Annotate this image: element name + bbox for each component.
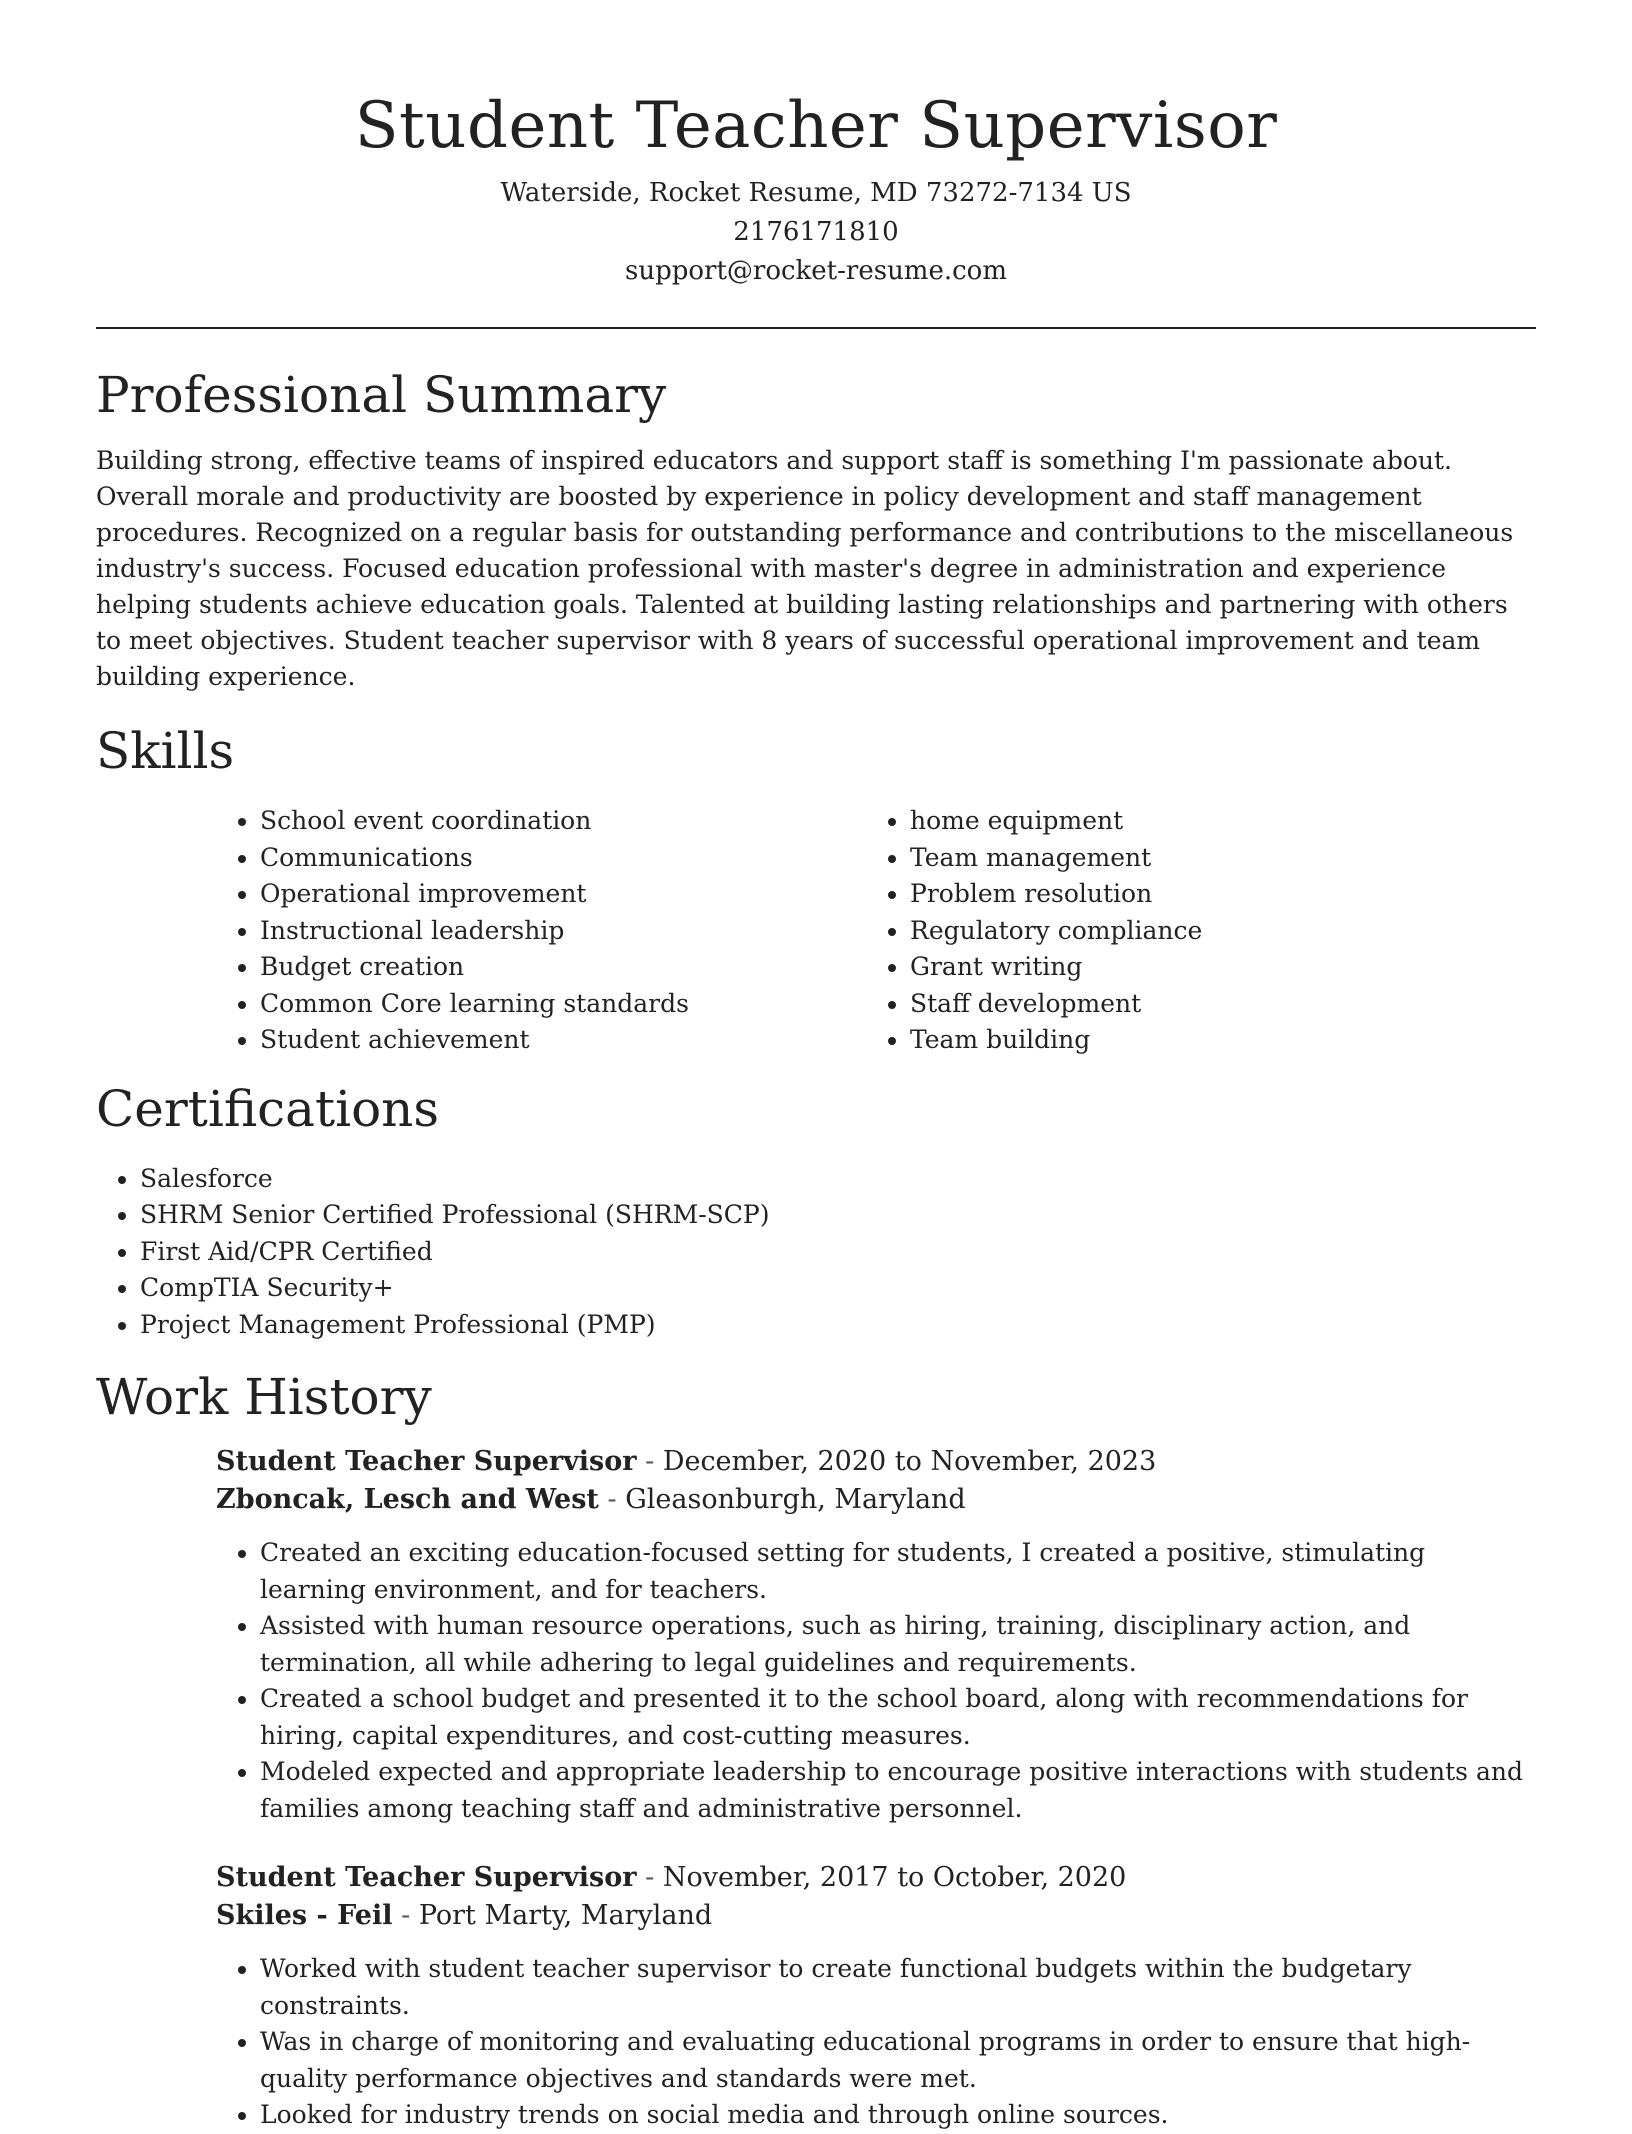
skill-item: • Grant writing: [910, 949, 1516, 986]
job-company: Skiles - Feil: [216, 1900, 393, 1931]
job-bullets: [216, 1535, 1536, 1827]
job-dates: November, 2017 to October, 2020: [662, 1862, 1127, 1893]
skills-section: [96, 719, 1536, 1059]
skill-item: • Instructional leadership: [260, 913, 866, 950]
separator: -: [607, 1484, 617, 1515]
summary-text: Building strong, effective teams of inspired educators and support staff is something I'm passionate about. Overall morale and productivity are boosted by experience in policy development and staff management procedures. Recognized on a regular basis for outstanding performance and contributions to the miscellaneous industry's success. Focused education professional with master's degree in administration and experience helping students achieve education goals. Talented at building lasting relationships and partnering with others to meet objectives. Student teacher supervisor with 8 years of successful operational improvement and team building experience.: [96, 446, 1514, 691]
job-dates: December, 2020 to November, 2023: [662, 1446, 1157, 1477]
job-bullet: • Assisted with human resource operations, such as hiring, training, disciplinary action, and termination, all while adhering to legal guidelines and requirements.: [260, 1608, 1536, 1681]
skill-item: • Operational improvement: [260, 876, 866, 913]
resume-page: [96, 0, 1536, 2134]
certification-item: • Project Management Professional (PMP): [140, 1307, 1536, 1344]
work-history-section: [96, 1365, 1536, 2134]
certification-item: • SHRM Senior Certified Professional (SHRM-SCP): [140, 1197, 1536, 1234]
job-bullet: • Looked for industry trends on social media and through online sources.: [260, 2097, 1536, 2134]
skills-heading: Skills: [96, 722, 235, 780]
summary-heading: Professional Summary: [96, 366, 667, 424]
job-bullet: • Was in charge of monitoring and evaluating educational programs in order to ensure that high-quality performance objectives and standards were met.: [260, 2024, 1536, 2097]
job-bullet: • Created an exciting education-focused setting for students, I created a positive, stimulating learning environment, and for teachers.: [260, 1535, 1536, 1608]
job-title: Student Teacher Supervisor: [216, 1446, 637, 1477]
certifications-section: [96, 1077, 1536, 1344]
phone: 2176171810: [733, 217, 899, 247]
skill-item: • Communications: [260, 840, 866, 877]
header-divider: [96, 327, 1536, 329]
email: support@rocket-resume.com: [624, 256, 1007, 286]
separator: -: [645, 1446, 655, 1477]
skill-item: • Student achievement: [260, 1022, 866, 1059]
job-location: Port Marty, Maryland: [418, 1900, 713, 1931]
skills-left-column: [216, 803, 866, 1059]
skill-item: • School event coordination: [260, 803, 866, 840]
job-location: Gleasonburgh, Maryland: [625, 1484, 966, 1515]
skills-right-column: [866, 803, 1516, 1059]
work-history-heading: Work History: [96, 1368, 432, 1426]
job-company-line: [216, 1481, 1536, 1519]
skill-item: • Staff development: [910, 986, 1516, 1023]
job-bullet: • Worked with student teacher supervisor to create functional budgets within the budgetary constraints.: [260, 1951, 1536, 2024]
certification-item: • CompTIA Security+: [140, 1270, 1536, 1307]
skill-item: • Budget creation: [260, 949, 866, 986]
separator: -: [645, 1862, 655, 1893]
certifications-heading: Certifications: [96, 1079, 440, 1138]
separator: -: [401, 1900, 411, 1931]
skill-item: • Regulatory compliance: [910, 913, 1516, 950]
job-company: Zboncak, Lesch and West: [216, 1484, 599, 1515]
skills-columns: [216, 803, 1536, 1059]
job-bullet: • Created a school budget and presented it to the school board, along with recommendations for hiring, capital expenditures, and cost-cutting measures.: [260, 1681, 1536, 1754]
skill-item: • Problem resolution: [910, 876, 1516, 913]
job-title: Student Teacher Supervisor: [216, 1862, 637, 1893]
job-entry: [216, 1443, 1536, 1827]
summary-section: [96, 363, 1536, 695]
skill-item: • home equipment: [910, 803, 1516, 840]
job-bullets: [216, 1951, 1536, 2134]
contact-block: [96, 174, 1536, 291]
skill-item: • Team building: [910, 1022, 1516, 1059]
skill-item: • Team management: [910, 840, 1516, 877]
job-bullet: • Modeled expected and appropriate leadership to encourage positive interactions with students and families among teaching staff and administrative personnel.: [260, 1754, 1536, 1827]
job-title-line: [216, 1443, 1536, 1481]
resume-title: Student Teacher Supervisor: [354, 89, 1278, 163]
job-entry: [216, 1859, 1536, 2134]
job-title-line: [216, 1859, 1536, 1897]
certifications-list: [96, 1161, 1536, 1344]
job-company-line: [216, 1897, 1536, 1935]
certification-item: • First Aid/CPR Certified: [140, 1234, 1536, 1271]
address: Waterside, Rocket Resume, MD 73272-7134 US: [500, 178, 1132, 208]
certification-item: • Salesforce: [140, 1161, 1536, 1198]
skill-item: • Common Core learning standards: [260, 986, 866, 1023]
